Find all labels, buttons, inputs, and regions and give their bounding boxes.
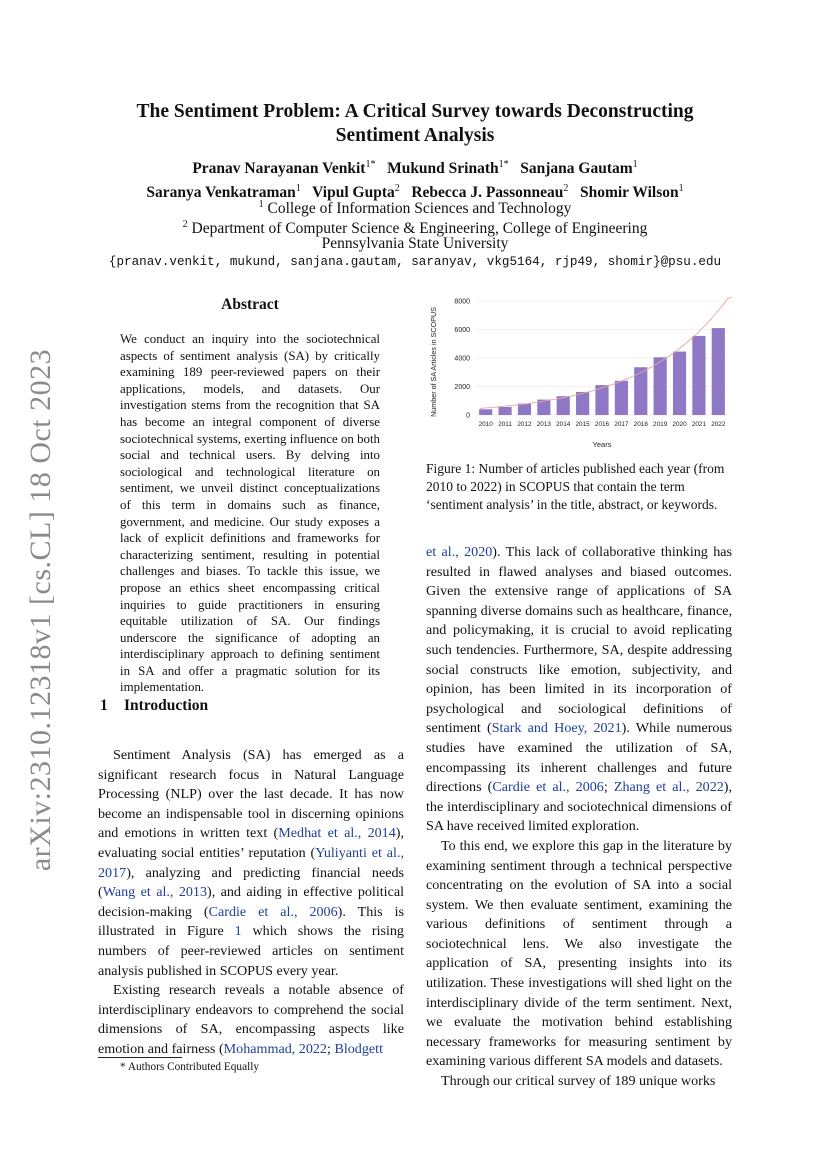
y-tick-label: 2000 <box>454 384 470 391</box>
x-tick-label: 2020 <box>672 421 687 428</box>
x-tick-label: 2019 <box>653 421 668 428</box>
y-axis-label: Number of SA Articles in SCOPUS <box>429 307 438 417</box>
citation-link[interactable]: Medhat et al., 2014 <box>278 825 396 842</box>
citation-link[interactable]: Stark and Hoey, 2021 <box>491 720 622 737</box>
figure-1-chart <box>426 287 732 457</box>
citation-link[interactable]: Cardie et al., 2006 <box>492 779 604 796</box>
bar-2015 <box>576 392 589 415</box>
author: Mukund Srinath$^{1*}$ <box>387 159 509 178</box>
figure-caption: Figure 1: Number of articles published each year (from 2010 to 2022) in SCOPUS that contain the term ‘sentiment analysis’ in the title, abstract, or keywords. <box>426 461 725 512</box>
figure-reference-link[interactable]: 1 <box>234 923 242 940</box>
paragraph: Existing research reveals a notable absence of interdisciplinary endeavors to comprehend the social dimensions of SA, encompassing aspects like emotion and fairness (Mohammad, 2022; Blodgett <box>98 982 404 1057</box>
affiliation-2: $^2$ Department of Computer Science & Engineering, College of Engineering <box>182 219 648 238</box>
citation-link[interactable]: Wang et al., 2013 <box>102 884 208 901</box>
x-tick-label: 2010 <box>478 421 493 428</box>
x-tick-label: 2018 <box>633 421 648 428</box>
author-line-1 <box>90 155 740 179</box>
right-column-body <box>426 543 732 1092</box>
title-line-1: The Sentiment Problem: A Critical Survey towards Deconstructing <box>136 101 694 122</box>
section-number: 1 <box>100 697 108 714</box>
author: Saranya Venkatraman$^1$ <box>146 183 301 202</box>
bar-2022 <box>712 328 725 415</box>
x-tick-label: 2016 <box>594 421 610 428</box>
bar-chart <box>426 287 732 457</box>
footnote: * Authors Contributed Equally <box>120 1061 260 1073</box>
paper-title <box>90 100 740 148</box>
bar-2019 <box>654 357 667 415</box>
footnote-rule <box>98 1057 182 1058</box>
x-tick-label: 2015 <box>575 421 590 428</box>
author: Vipul Gupta$^2$ <box>312 183 400 202</box>
affiliation-1: $^1$ College of Information Sciences and Technology <box>258 199 572 218</box>
bar-2021 <box>692 336 705 415</box>
bar-2020 <box>673 352 686 415</box>
paragraph: et al., 2020). This lack of collaborative thinking has resulted in flawed analyses and biased outcomes. Given the extensive range of applications of SA spanning diverse domains such as healthcare, finance, and policymaking, it is crucial to avoid replicating such tendencies. Furthermore, SA, despite addressing social constructs like emotion, subjectivity, and opinion, has been limited in its incorporation of psychological and sociological definitions of sentiment (Stark and Hoey, 2021). While numerous studies have examined the utilization of SA, encompassing its inherent challenges and future directions (Cardie et al., 2006; Zhang et al., 2022), the interdisciplinary and sociotechnical dimensions of SA have received limited exploration. <box>426 544 733 835</box>
citation-link[interactable]: Yuliyanti et al., 2017 <box>98 844 404 881</box>
section-heading <box>100 697 208 715</box>
section-title: Introduction <box>124 697 209 714</box>
author: Shomir Wilson$^1$ <box>579 183 684 202</box>
y-tick-label: 0 <box>466 412 470 420</box>
x-tick-label: 2013 <box>536 421 551 428</box>
university: Pennsylvania State University <box>321 235 509 252</box>
bar-2017 <box>615 381 628 415</box>
x-tick-label: 2021 <box>691 421 707 428</box>
y-tick-label: 8000 <box>454 298 470 306</box>
author: Sanjana Gautam$^1$ <box>520 159 638 178</box>
x-tick-label: 2014 <box>556 421 571 428</box>
citation-link[interactable]: et al., 2020 <box>426 544 493 560</box>
bar-2012 <box>518 404 531 415</box>
citation-link[interactable]: Blodgett <box>334 1040 383 1057</box>
author-emails: {pranav.venkit, mukund, sanjana.gautam, saranyav, vkg5164, rjp49, shomir}@psu.edu <box>108 255 722 269</box>
author: Pranav Narayanan Venkit$^{1*}$ <box>192 159 376 178</box>
author: Rebecca J. Passonneau$^2$ <box>411 183 569 202</box>
citation-link[interactable]: Cardie et al., 2006 <box>208 903 338 920</box>
paragraph: To this end, we explore this gap in the literature by examining sentiment through a technical perspective concentrating on the evolution of SA into a social system. We then evaluate sentiment, examining the various definitions of sentiment through a sociotechnical lens. We also investigate the application of SA, presenting insights into its utilization. These investigations will shed light on the interdisciplinary divide of the term sentiment. Next, we evaluate the motivation behind establishing necessary frameworks for measuring sentiment by examining various different SA models and datasets. <box>426 837 732 1070</box>
left-column-body <box>98 746 404 1060</box>
y-tick-label: 4000 <box>454 355 470 363</box>
x-tick-label: 2011 <box>498 421 512 428</box>
bar-2010 <box>479 409 492 415</box>
y-tick-label: 6000 <box>454 327 470 334</box>
bar-2011 <box>498 407 511 415</box>
citation-link[interactable]: Zhang et al., 2022 <box>613 779 724 796</box>
abstract-heading: Abstract <box>221 296 279 313</box>
paragraph: Sentiment Analysis (SA) has emerged as a significant research focus in Natural Language Processing (NLP) over the last decade. It has now become an indispensable tool in discerning opinions and emotions in written text (Medhat et al., 2014), evaluating social entities’ reputation (Yuliyanti et al., 2017), analyzing and predicting financial needs (Wang et al., 2013), and aiding in effective political decision-making (Cardie et al., 2006). This is illustrated in Figure 1 which shows the rising numbers of peer-reviewed articles on sentiment analysis published in SCOPUS every year. <box>98 747 405 979</box>
x-axis-label: Years <box>592 440 612 449</box>
citation-link[interactable]: Mohammad, 2022 <box>223 1040 327 1057</box>
x-tick-label: 2017 <box>614 421 629 428</box>
paragraph: Through our critical survey of 189 unique works <box>441 1073 716 1090</box>
arxiv-identifier: arXiv:2310.12318v1 [cs.CL] 18 Oct 2023 <box>24 348 57 872</box>
x-tick-label: 2012 <box>517 421 532 428</box>
title-line-2: Sentiment Analysis <box>335 125 495 146</box>
x-tick-label: 2022 <box>711 421 726 428</box>
abstract-text: We conduct an inquiry into the sociotechnical aspects of sentiment analysis (SA) by critically examining 189 peer-reviewed papers on their applications, models, and datasets. Our investigation stems from the recognition that SA has become an integral component of diverse sociotechnical systems, exerting influence on both social and technical users. By delving into sociological and technological literature on sentiment, we unveil distinct conceptualizations of this term in domains such as finance, government, and medicine. Our study exposes a lack of explicit definitions and frameworks for characterizing sentiment, resulting in potential challenges and biases. To tackle this issue, we propose an ethics sheet encompassing critical inquiries to guide practitioners in ensuring equitable utilization of SA. Our findings underscore the significance of adopting an interdisciplinary approach to defining sentiment in SA and offer a pragmatic solution for its implementation. <box>120 332 380 695</box>
